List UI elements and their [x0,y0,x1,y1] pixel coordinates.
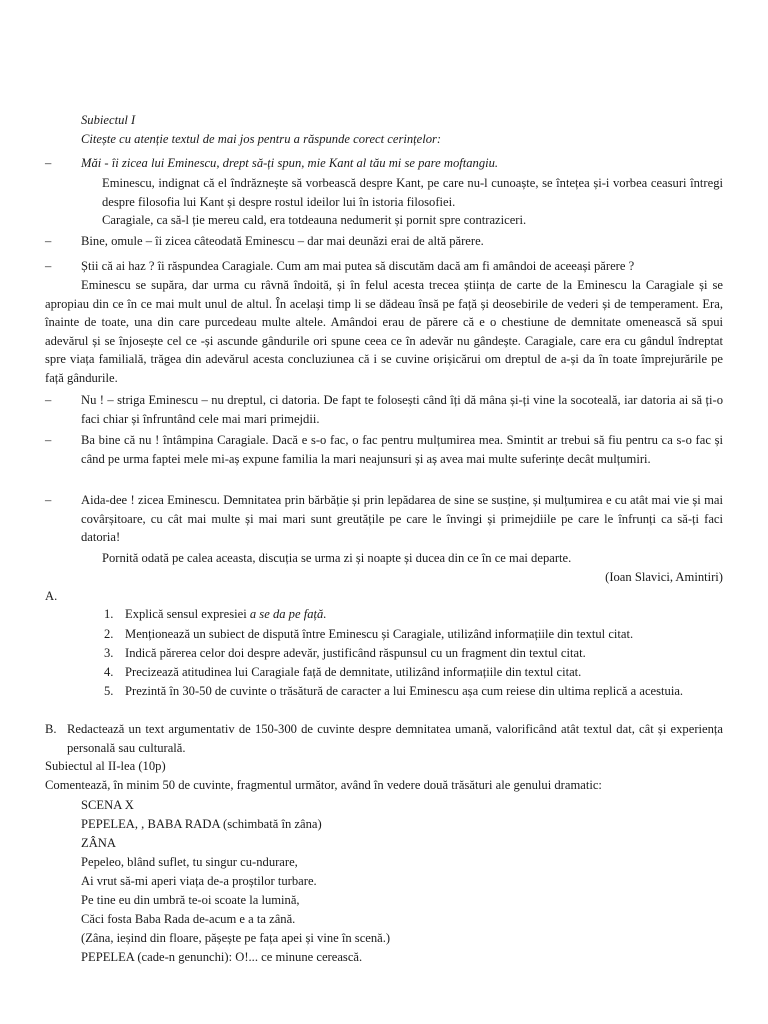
task-number: 4. [104,665,114,679]
narration-paragraph-2: Caragiale, ca să-l ție mereu cald, era totdeauna nedumerit și pornit spre contraziceri. [102,213,527,227]
dialogue-dash: – [45,156,52,170]
task-1 [125,605,723,624]
scene-characters: PEPELEA, , BABA RADA (schimbată în zâna) [81,817,322,831]
dialogue-dash: – [45,393,52,407]
dialogue-line-1: Măi - îi zicea lui Eminescu, drept să-ți spun, mie Kant al tău mi se pare moftangiu. [81,156,499,170]
dialogue-line-pepelea: PEPELEA (cade-n genunchi): O!... ce minune cerească. [81,950,363,964]
section-b-label: B. [45,722,57,736]
verse-line: Ai vrut să-mi aperi viața de-a proștilor turbare. [81,874,317,888]
dialogue-dash: – [45,493,52,507]
task-2: Menționează un subiect de dispută între Eminescu și Caragiale, utilizând informațiile din textul citat. [125,627,634,641]
narration-paragraph-1: Eminescu, indignat că el îndrăznește să vorbească despre Kant, pe care nu-l cunoaște, se întețea și-i vorbea ceasuri întregi despre filosofia lui Kant și despre rostul ideilor lui în istoria filosofiei. [102,176,723,209]
dialogue-dash: – [45,259,52,273]
dialogue-line-5: Ba bine că nu ! întâmpina Caragiale. Dacă e s-o fac, o fac pentru mulțumirea mea. Smintit ar trebui să fiu pentru ca s-o fac și când pe urma faptei mele mi-aș expune familia la mari neajunsuri și aș avea mai multe suferințe decât mulțumiri. [81,433,723,466]
task-1-expression: a se da pe față. [249,607,327,621]
subject-1-heading: Subiectul I [81,113,136,127]
dialogue-dash: – [45,234,52,248]
stage-direction: (Zâna, ieșind din floare, pășește pe fața apei și vine în scenă.) [81,931,391,945]
dialogue-line-2: Bine, omule – îi zicea câteodată Eminescu – dar mai deunăzi erai de altă părere. [81,234,484,248]
task-number: 1. [104,607,114,621]
verse-line: Pepeleo, blând suflet, tu singur cu-ndurare, [81,855,298,869]
task-1-text: Explică sensul expresiei [125,607,250,621]
scene-title: SCENA X [81,798,134,812]
speaker-name: ZÂNA [81,836,116,850]
text-source: (Ioan Slavici, Amintiri) [605,570,723,584]
subject-2-instruction: Comentează, în minim 50 de cuvinte, fragmentul următor, având în vedere două trăsături ale genului dramatic: [45,778,602,792]
task-number: 2. [104,627,114,641]
task-3: Indică părerea celor doi despre adevăr, justificând răspunsul cu un fragment din textul citat. [125,646,586,660]
dialogue-line-3: Știi că ai haz ? îi răspundea Caragiale. Cum am mai putea să discutăm dacă am fi amândoi de aceeași părere ? [81,259,635,273]
dialogue-line-6: Aida-dee ! zicea Eminescu. Demnitatea prin bărbăție și prin lepădarea de sine se susține, și mulțumirea e cu atât mai vie și mai covârșitoare, cu cât mai multe și mai mari sunt greutățile pe care le învingi și primejdiile pe care le înfrunți ca să-ți faci datoria! [81,493,723,545]
task-number: 3. [104,646,114,660]
subject-1-instruction: Citește cu atenție textul de mai jos pentru a răspunde corect cerințelor: [81,132,442,146]
dialogue-dash: – [45,433,52,447]
verse-line: Căci fosta Baba Rada de-acum e a ta zână. [81,912,296,926]
section-a-label: A. [45,589,58,603]
task-4: Precizează atitudinea lui Caragiale față de demnitate, utilizând informațiile din textul citat. [125,665,582,679]
task-5: Prezintă în 30-50 de cuvinte o trăsătură de caracter a lui Eminescu așa cum reiese din ultima replică a acestuia. [125,684,684,698]
subject-2-heading: Subiectul al II-lea (10p) [45,759,166,773]
dialogue-line-4: Nu ! – striga Eminescu – nu dreptul, ci datoria. De fapt te folosești când îți dă mâna și-ți vine la socoteală, iar datoria ai să ți-o faci chiar și înfruntând cele mai mari primejdii. [81,393,723,426]
narration-paragraph-3: Eminescu se supăra, dar urma cu râvnă îndoită, și în felul acesta trecea știința de carte de la Eminescu la Caragiale și se apropiau din ce în ce mai mult unul de altul. În același timp li se dădeau însă pe față și deosebirile de vederi și de temperament. Era, înainte de toate, una din care purcedeau multe altele. Amândoi erau de părere că e o chestiune de demnitate omenească să spui adevărul și se înjosește cel ce -și ascunde gândurile ori spune ceea ce în adevăr nu gândește. Caragiale, care era cu gândul îndreptat spre viața familială, trăgea din adevărul acesta concluziunea că i se cuvine orișicărui om dreptul de a-și da în toate împrejurările pe față gândurile. [45,278,723,385]
verse-line: Pe tine eu din umbră te-oi scoate la lumină, [81,893,300,907]
narration-paragraph-4: Pornită odată pe calea aceasta, discuția se urma zi și noapte și ducea din ce în ce mai departe. [102,551,572,565]
task-number: 5. [104,684,114,698]
section-b-task: Redactează un text argumentativ de 150-300 de cuvinte despre demnitatea umană, valorificând atât textul dat, cât și experiența personală sau culturală. [67,722,723,755]
